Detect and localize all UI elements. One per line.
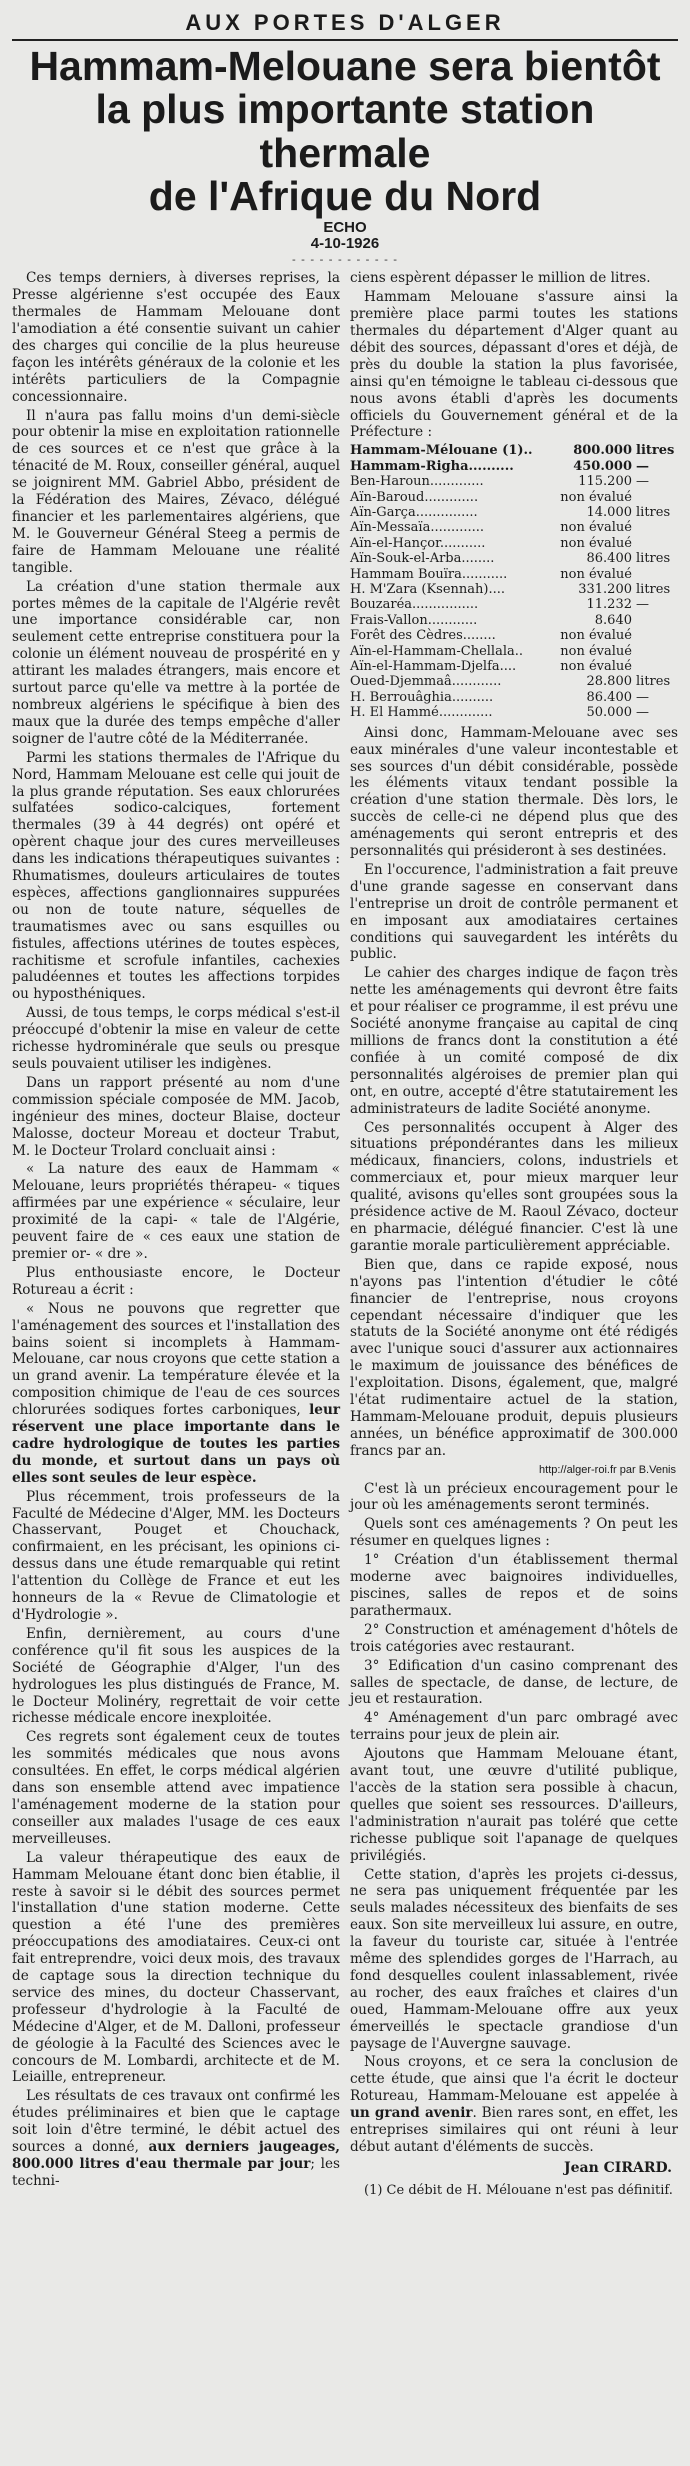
- paragraph-conclusion: [350, 2054, 678, 2155]
- station-name: Forêt des Cèdres........: [350, 628, 496, 644]
- station-unit: [632, 659, 678, 674]
- station-name: Ben-Haroun.............: [350, 474, 484, 490]
- table-row: [350, 644, 678, 659]
- paragraph: Il n'aura pas fallu moins d'un demi-siècle pour obtenir la mise en exploitation rationnelle de ces sources et ce n'est que grâce à la ténacité de M. Roux, conseiller général, auquel se joignirent MM. Gabriel Abbo, président de la Fédération des Maires, Zévaco, délégué financier et les parlementaires algériens, que M. le Gouverneur Général Steeg a permis de faire de Hammam Melouane une réalité tangible.: [12, 407, 340, 576]
- paragraph: Parmi les stations thermales de l'Afrique du Nord, Hammam Melouane est celle qui jouit de la plus grande réputation. Ses eaux chlorurées sulfatées sodico-calciques, fortement thermales (39 à 44 degrés) ont opéré et opèrent chaque jour des cures merveilleuses dans les indications thérapeutiques suivantes : Rhumatismes, douleurs articulaires de toutes espèces, affections ganglionnaires suppurées ou non de toute nature, séquelles de traumatismes avec ou sans esquilles ou fistules, affections utérines de toutes espèces, rachitisme et scrofule infantiles, cachexies paludéennes et toutes les affections torpides ou hyposthéniques.: [12, 749, 340, 1003]
- station-unit: —: [636, 689, 649, 705]
- paragraph: Ajoutons que Hammam Melouane étant, avant tout, une œuvre d'utilité publique, l'accès de la station sera possible à chacun, quelles que soient ses ressources. D'ailleurs, l'administration n'aurait pas toléré que cette richesse publique soit l'apanage de quelques privilégiés.: [350, 1746, 678, 1864]
- table-row: [350, 443, 678, 458]
- station-value: non évalué: [560, 566, 632, 582]
- text: . Bien rares sont, en effet, les entreprises similaires qui ont réuni à leur début autant d'éléments de succès.: [350, 2105, 678, 2155]
- station-unit: litres: [636, 582, 671, 598]
- paragraph: Cette station, d'après les projets ci-dessus, ne sera pas uniquement fréquentée par les seuls malades nécessiteux des bienfaits de ses eaux. Son site merveilleux lui assure, en outre, la faveur du touriste car, située à l'entrée même des splendides gorges de l'Harrach, au fond desquelles coulent inlassablement, rivée au rocher, des eaux fraîches et claires d'un oued, Hammam-Melouane offre aux yeux émerveillés le spectacle grandiose d'un paysage de l'Auvergne sauvage.: [350, 1866, 678, 2052]
- station-value: 331.200: [578, 582, 632, 598]
- station-unit: [632, 644, 678, 659]
- station-unit: litres: [636, 443, 675, 459]
- station-unit: [632, 628, 678, 643]
- station-unit: [632, 567, 678, 582]
- station-unit: —: [636, 705, 649, 721]
- station-unit: litres: [636, 674, 671, 690]
- paragraph-flow-result: [12, 2088, 340, 2189]
- table-row: [350, 582, 678, 597]
- station-value: 115.200: [578, 474, 632, 490]
- paragraph: Ces temps derniers, à diverses reprises, la Presse algérienne s'est occupée des Eaux thermales de Hammam Melouane dont l'amodiation a été consentie suivant un cahier des charges qui concilie de la plus heureuse façon les intérêts généraux de la colonie et les intérêts particuliers de la Compagnie concessionnaire.: [12, 270, 340, 405]
- table-row: [350, 674, 678, 689]
- station-value: non évalué: [560, 489, 632, 505]
- station-value: 8.640: [594, 612, 632, 628]
- conclusion-emphasis: un grand avenir: [350, 2105, 473, 2122]
- station-name: H. M'Zara (Ksennah)....: [350, 582, 505, 598]
- station-name: Aïn-Garça...............: [350, 505, 478, 520]
- station-name: Aïn-el-Hammam-Djelfa....: [350, 659, 517, 675]
- flow-emphasis: aux derniers jaugeages, 800.000 litres d'eau thermale par jour: [12, 2139, 340, 2172]
- paragraph: Plus enthousiaste encore, le Docteur Rotureau a écrit :: [12, 1264, 340, 1298]
- station-name: Aïn-el-Hançor...........: [350, 535, 486, 551]
- station-value: 11.232: [586, 597, 632, 613]
- station-value: 28.800: [586, 674, 632, 690]
- station-name: Hammam-Mélouane (1)..: [350, 443, 533, 459]
- table-row: [350, 536, 678, 551]
- table-row: [350, 705, 678, 720]
- table-row: [350, 613, 678, 628]
- station-value: 14.000: [586, 505, 632, 520]
- station-value: non évalué: [560, 535, 632, 551]
- paragraph: Le cahier des charges indique de façon très nette les aménagements qui devront être faits et pour réaliser ce programme, il est prévu une Société anonyme française au capital de cinq millions de francs dont la constitution a été confiée à un comité composé de dix personnalités algéroises de premier plan qui ont, en outre, accepté d'être statutairement les administrateurs de ladite Société anonyme.: [350, 965, 678, 1117]
- list-item: 2° Construction et aménagement d'hôtels de trois catégories avec restaurant.: [350, 1621, 678, 1655]
- table-row: [350, 551, 678, 566]
- station-unit: —: [636, 474, 649, 490]
- station-value: non évalué: [560, 520, 632, 536]
- quote-rotureau: [12, 1301, 340, 1487]
- table-row: [350, 628, 678, 643]
- table-row: [350, 597, 678, 612]
- source-stamp: [12, 220, 678, 252]
- table-row: [350, 659, 678, 674]
- station-name: Frais-Vallon............: [350, 612, 478, 628]
- station-unit: litres: [636, 505, 671, 520]
- list-item: 4° Aménagement d'un parc ombragé avec terrains pour jeux de plein air.: [350, 1710, 678, 1744]
- section-header: AUX PORTES D'ALGER: [185, 10, 505, 35]
- stations-table: [350, 443, 678, 720]
- paragraph: Aussi, de tous temps, le corps médical s'est-il préoccupé d'obtenir la mise en valeur de cette richesse hydrominérale que seuls ou presque seuls pouvaient utiliser les indigènes.: [12, 1005, 340, 1072]
- paragraph: Ces regrets sont également ceux de toutes les sommités médicales que nous avons consultées. En effet, le corps médical algérien dans son ensemble attend avec impatience l'aménagement moderne de la station pour conseiller aux malades l'usage de ces eaux merveilleuses.: [12, 1729, 340, 1847]
- paragraph: En l'occurence, l'administration a fait preuve d'une grande sagesse en conservant dans l'entreprise un droit de contrôle permanent et en imposant aux amodiataires certaines conditions qui sauvegardent les intérêts du public.: [350, 861, 678, 963]
- list-item: 3° Edification d'un casino comprenant des salles de spectacle, de danse, de lecture, de jeu et restauration.: [350, 1657, 678, 1708]
- station-name: Aïn-Baroud.............: [350, 489, 479, 505]
- list-item: 1° Création d'un établissement thermal moderne avec baignoires individuelles, piscines, salles de repos et de soins parathermaux.: [350, 1552, 678, 1619]
- station-name: Aïn-Messaïa.............: [350, 520, 485, 536]
- station-value: non évalué: [560, 659, 632, 675]
- decorative-divider: - - - - - - - - - - - -: [291, 253, 399, 267]
- quote-trolard: « La nature des eaux de Hammam « Melouane, leurs propriétés thérapeu- « tiques affirmées par une expérience « séculaire, leur proximité de la capi- « tale de l'Algérie, peuvent faire de « ces eaux une station de premier or- « dre ».: [12, 1161, 340, 1262]
- headline-line-1: Hammam-Melouane sera bientôt: [29, 43, 661, 89]
- quote-text: « Nous ne pouvons que regretter que l'aménagement des sources et l'installation des bains soient si incomplets à Hammam-Melouane, car nous croyons que cette station a un grand avenir. La température élevée et la composition chimique de l'eau de ces sources chlorurées sodiques fortes carboniques,: [12, 1300, 340, 1419]
- station-name: Hammam-Righa..........: [350, 458, 514, 474]
- table-row: [350, 520, 678, 535]
- station-name: Bouzaréa................: [350, 597, 479, 613]
- station-name: Hammam Bouïra...........: [350, 566, 508, 582]
- web-credit: http://alger-roi.fr par B.Venis: [539, 1463, 676, 1476]
- station-unit: [632, 536, 678, 551]
- text: ; les techni-: [12, 2156, 340, 2189]
- paragraph: Enfin, dernièrement, au cours d'une conférence qu'il fit sous les auspices de la Société de Géographie d'Alger, l'un des hydrologues les plus distingués de France, M. le Docteur Molinéry, regrettait de voir cette richesse médicale encore inexploitée.: [12, 1625, 340, 1727]
- paragraph: ciens espèrent dépasser le million de litres.: [350, 270, 651, 287]
- station-value: 800.000: [573, 443, 632, 459]
- text: Les résultats de ces travaux ont confirmé les études préliminaires et bien que le captage soit loin d'être terminé, le débit actuel des sources a donné,: [12, 2088, 340, 2156]
- column-left: [12, 270, 340, 2199]
- station-value: 450.000: [573, 458, 632, 474]
- station-unit: —: [636, 458, 649, 474]
- station-unit: [632, 490, 678, 505]
- table-row: [350, 505, 678, 520]
- station-unit: [632, 613, 678, 628]
- table-row: [350, 490, 678, 505]
- station-name: H. El Hammé.............: [350, 705, 493, 721]
- paragraph: La création d'une station thermale aux portes mêmes de la capitale de l'Algérie revêt une importance considérable car, non seulement cette entreprise constituera pour la colonie un élément nouveau de prospérité en y attirant les malades étrangers, mais encore et surtout parce qu'elle va mettre à la portée de nombreux algériens le spécifique à bien des maux que la durée des temps empêche d'aller soigner de l'autre côté de la Méditerranée.: [12, 578, 340, 747]
- table-row: [350, 690, 678, 705]
- paragraph: C'est là un précieux encouragement pour le jour où les aménagements seront terminés.: [350, 1480, 678, 1514]
- paragraph: Plus récemment, trois professeurs de la Faculté de Médecine d'Alger, MM. les Docteurs Chasservant, Pouget et Chouchack, confirmaient, en les précisant, les opinions ci-dessus dans une étude remarquable qui retint l'attention du Collège de France et eut les honneurs de la « Revue de Climatologie et d'Hydrologie ».: [12, 1488, 340, 1623]
- header-rule: [12, 39, 678, 41]
- station-value: non évalué: [560, 643, 632, 659]
- station-value: non évalué: [560, 628, 632, 644]
- headline: [12, 45, 678, 219]
- station-name: Oued-Djemmaâ............: [350, 674, 502, 690]
- paragraph: Hammam Melouane s'assure ainsi la première place parmi toutes les stations thermales du département d'Alger quant au débit des sources, dépassant d'ores et déjà, de près du double la station la plus favorisée, ainsi qu'en témoigne le tableau ci-dessous que nous avons établi d'après les documents officiels du Gouvernement général et de la Préfecture :: [350, 289, 678, 441]
- table-row: [350, 567, 678, 582]
- table-row: [350, 459, 678, 474]
- paragraph: La valeur thérapeutique des eaux de Hammam Melouane étant donc bien établie, il reste à savoir si le débit des sources permet l'installation d'une station moderne. Cette question a été l'une des premières préoccupations des amodiataires. Ceux-ci ont fait entreprendre, voici deux mois, des travaux de captage sous la direction technique du service des mines, du docteur Chasservant, professeur d'hydrologie à la Faculté de Médecine d'Alger, et de M. Dalloni, professeur de géologie à la Faculté des Sciences avec le concours de M. Lombardi, architecte et de M. Leiaille, entrepreneur.: [12, 1849, 340, 2086]
- station-value: 50.000: [586, 705, 632, 721]
- station-value: 86.400: [586, 689, 632, 705]
- station-unit: litres: [636, 551, 671, 567]
- station-name: Aïn-el-Hammam-Chellala..: [350, 643, 524, 659]
- paragraph: Bien que, dans ce rapide exposé, nous n'ayons pas l'intention d'étudier le côté financier de l'entreprise, nous croyons cependant nécessaire d'indiquer que les statuts de la Société anonyme ont été rédigés avec l'unique souci d'assurer aux actionnaires le maximum de jouissance des bénéfices de l'exploitation. Disons, également, que, malgré l'état rudimentaire actuel de la station, Hammam-Melouane produit, depuis plusieurs années, un bénéfice approximatif de 300.000 francs par an.: [350, 1256, 678, 1459]
- station-unit: [632, 520, 678, 535]
- table-row: [350, 474, 678, 489]
- paragraph: Ainsi donc, Hammam-Melouane avec ses eaux minérales d'une valeur incontestable et ses sources d'un débit considérable, possède les éléments vitaux tendant possible la création d'une station thermale. Dès lors, le succès de celle-ci ne dépend plus que des aménagements qui seront entrepris et des personnalités qui présideront à ses destinées.: [350, 724, 678, 860]
- article-columns: [12, 270, 678, 2199]
- quote-emphasis: leur réservent une place importante dans le cadre hydrologique de toutes les parties du monde, et surtout dans un pays où elles sont seules de leur espèce.: [12, 1402, 340, 1486]
- stamp-date: 4-10-1926: [310, 234, 380, 252]
- stamp-source: ECHO: [323, 218, 367, 236]
- text: Nous croyons, et ce sera la conclusion de cette étude, que ainsi que l'a écrit le docteur Rotureau, Hammam-Melouane est appelée à: [350, 2054, 678, 2105]
- station-name: H. Berrouâghia..........: [350, 689, 494, 705]
- station-name: Aïn-Souk-el-Arba........: [350, 551, 495, 567]
- paragraph: Dans un rapport présenté au nom d'une commission spéciale composée de MM. Jacob, ingénieur des mines, docteur Blaise, docteur Malosse, docteur Moreau et docteur Trabut, M. le Docteur Trolard concluait ainsi :: [12, 1074, 340, 1159]
- headline-line-2: la plus importante station thermale: [95, 86, 595, 176]
- station-value: 86.400: [586, 551, 632, 567]
- author-signature: Jean CIRARD.: [564, 2159, 672, 2176]
- paragraph: Quels sont ces aménagements ? On peut les résumer en quelques lignes :: [350, 1516, 678, 1550]
- paragraph: Ces personnalités occupent à Alger des situations prépondérantes dans les milieux médicaux, financiers, colons, industriels et commerciaux et, pour mieux marquer leur qualité, avisons qu'elles sont groupées sous la présidence active de M. Raoul Zévaco, docteur en pharmacie, délégué financier. C'est là une garantie morale particulièrement appréciable.: [350, 1119, 678, 1254]
- headline-line-3: de l'Afrique du Nord: [148, 173, 542, 220]
- footnote: (1) Ce débit de H. Mélouane n'est pas définitif.: [364, 2182, 673, 2198]
- station-unit: —: [636, 597, 649, 613]
- column-right: [350, 270, 678, 2199]
